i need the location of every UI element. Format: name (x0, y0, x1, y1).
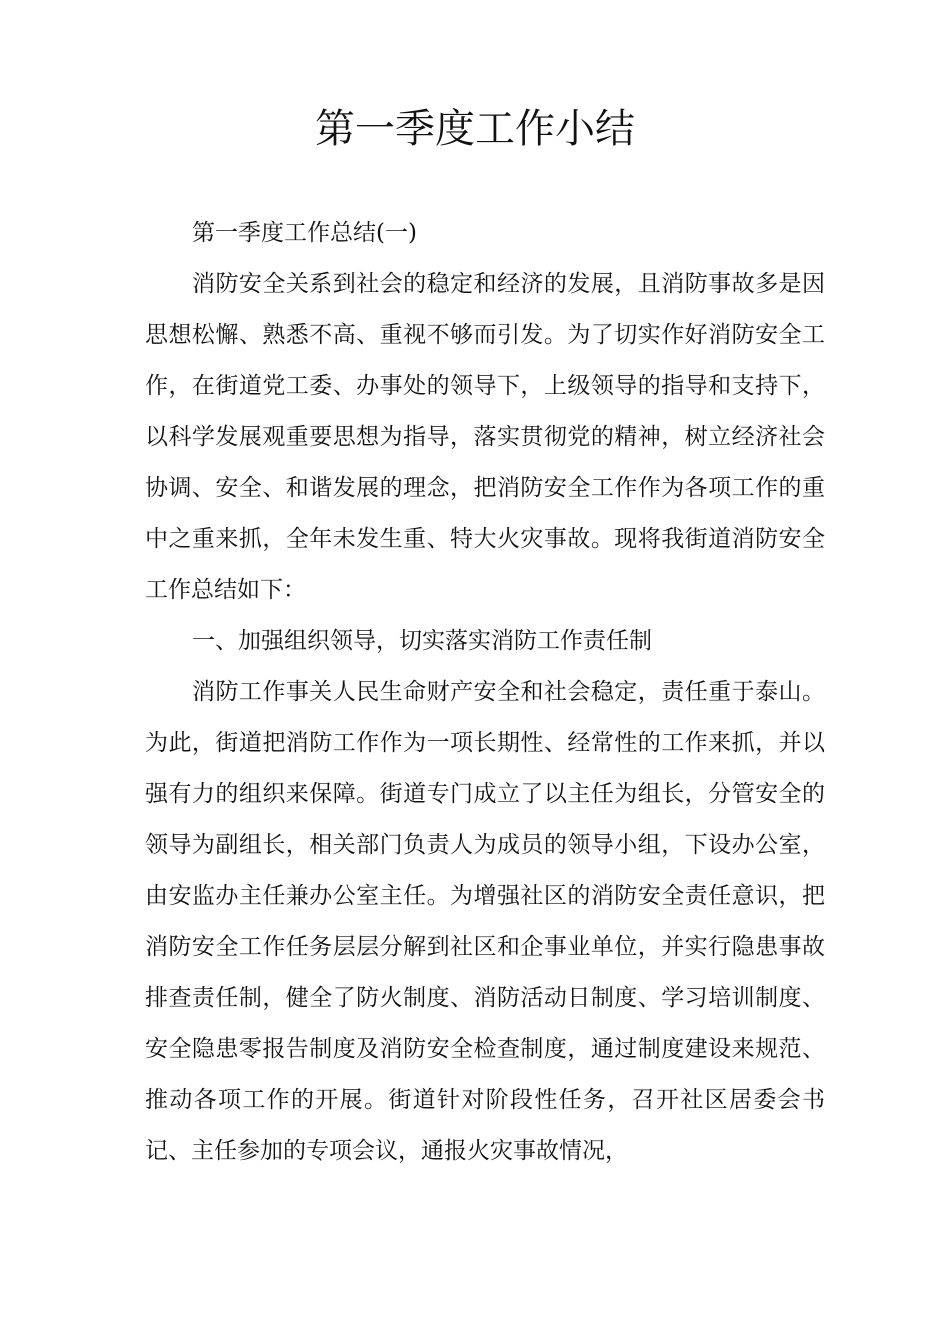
section-heading: 第一季度工作总结(一) (192, 220, 417, 246)
document-body (145, 208, 825, 1177)
document-title: 第一季度工作小结 (315, 106, 635, 152)
body-paragraph: 消防安全关系到社会的稳定和经济的发展，且消防事故多是因思想松懈、熟悉不高、重视不够而引发。为了切实作好消防安全工作，在街道党工委、办事处的领导下，上级领导的指导和支持下，以科学发展观重要思想为指导，落实贯彻党的精神，树立经济社会协调、安全、和谐发展的理念，把消防安全工作作为各项工作的重中之重来抓，全年未发生重、特大火灾事故。现将我街道消防安全工作总结如下： (145, 271, 825, 603)
section-heading: 一、加强组织领导，切实落实消防工作责任制 (192, 628, 652, 654)
body-paragraph: 消防工作事关人民生命财产安全和社会稳定，责任重于泰山。为此，街道把消防工作作为一项长期性、经常性的工作来抓，并以强有力的组织来保障。街道专门成立了以主任为组长，分管安全的领导为副组长，相关部门负责人为成员的领导小组，下设办公室，由安监办主任兼办公室主任。为增强社区的消防安全责任意识，把消防安全工作任务层层分解到社区和企事业单位，并实行隐患事故排查责任制，健全了防火制度、消防活动日制度、学习培训制度、安全隐患零报告制度及消防安全检查制度，通过制度建设来规范、推动各项工作的开展。街道针对阶段性任务，召开社区居委会书记、主任参加的专项会议，通报火灾事故情况， (145, 679, 825, 1164)
